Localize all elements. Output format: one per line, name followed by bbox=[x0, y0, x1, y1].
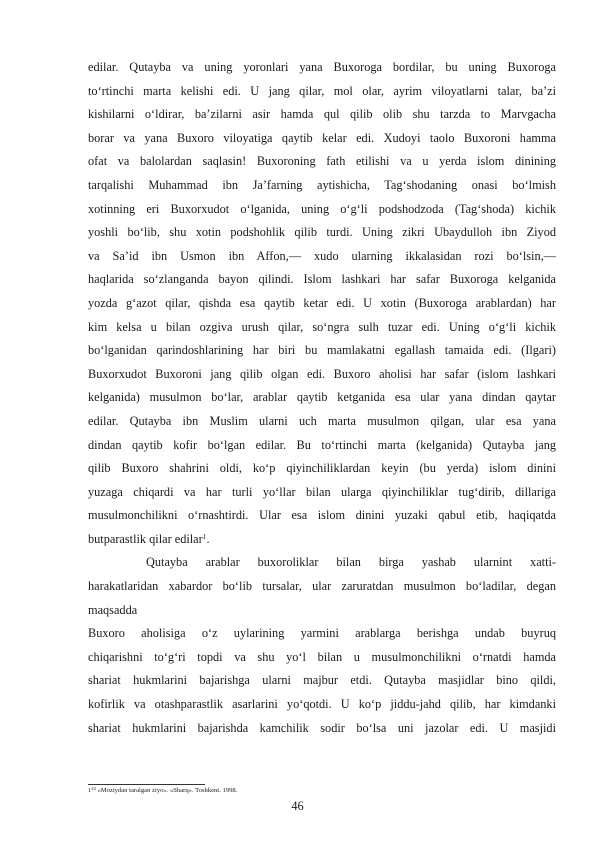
line-text: harakatlaridan xabardor bo‘lib tursalar, ular zaruratdan musulmon bo‘ladilar, degan bbox=[88, 579, 556, 594]
line-text: va Sa’id ibn Usmon ibn Affon,— xudo ularning ikkalasidan rozi bo‘lsin,— bbox=[88, 248, 556, 263]
text-line bbox=[88, 245, 556, 269]
text-line bbox=[88, 386, 556, 410]
text-line bbox=[88, 198, 556, 222]
text-line bbox=[88, 292, 556, 316]
line-text: kelganida) musulmon bo‘lar, arablar qaytib ketganida esa ular yana dindan qaytar bbox=[88, 390, 556, 405]
line-text: kim kelsa u bilan ozgiva urush qilar, so‘ngra sulh tuzar edi. Uning o‘g‘li kichik bbox=[88, 319, 556, 334]
text-line bbox=[88, 693, 556, 717]
text-line bbox=[88, 575, 556, 599]
line-text: edilar. Qutayba ibn Muslim ularni uch marta musulmon qilgan, ular esa yana bbox=[88, 413, 556, 428]
text-line bbox=[88, 528, 556, 552]
text-line bbox=[88, 551, 556, 575]
page-body bbox=[88, 56, 556, 740]
line-text: Buxorxudot Buxoroni jang qilib olgan edi. Buxoro aholisi har safar (islom lashkari bbox=[88, 366, 556, 381]
page-number: 46 bbox=[291, 799, 304, 813]
text-line bbox=[88, 268, 556, 292]
line-tail: . bbox=[206, 531, 210, 546]
text-line bbox=[88, 150, 556, 174]
line-text: dindan qaytib kofir bo‘lgan edilar. Bu to‘rtinchi marta (kelganida) Qutayba jang bbox=[88, 437, 556, 452]
footnote-mark: 1 bbox=[88, 787, 92, 794]
line-text: qilib Buxoro shahrini oldi, ko‘p qiyinchiliklardan keyin (bu yerda) islom dinini bbox=[88, 461, 556, 476]
text-line bbox=[88, 56, 556, 80]
text-line bbox=[88, 316, 556, 340]
line-text: kofirlik va otashparastlik asarlarini yo‘qotdi. U ko‘p jiddu-jahd qilib, har kimdanki bbox=[88, 697, 556, 712]
footnote bbox=[88, 786, 237, 795]
text-line bbox=[88, 339, 556, 363]
text-line bbox=[88, 646, 556, 670]
text-line bbox=[88, 717, 556, 741]
line-text: edilar. Qutayba va uning yoronlari yana Buxoroga bordilar, bu uning Buxoroga bbox=[88, 60, 556, 74]
footnote-divider bbox=[88, 784, 205, 785]
line-text: yozda g‘azot qilar, qishda esa qaytib ketar edi. U xotin (Buxoroga arablardan) har bbox=[88, 295, 556, 310]
text-line bbox=[88, 599, 556, 623]
text-line bbox=[88, 410, 556, 434]
line-text: chiqarishni to‘g‘ri topdi va shu yo‘l bilan u musulmonchilikni o‘rnatdi hamda bbox=[88, 649, 556, 664]
line-text: yuzaga chiqardi va har turli yo‘llar bilan ularga qiyinchiliklar tug‘dirib, dillariga bbox=[88, 484, 556, 499]
line-text: yoshli bo‘lib, shu xotin podshohlik qilib turdi. Uning zikri Ubaydulloh ibn Ziyod bbox=[88, 225, 556, 240]
line-text: borar va yana Buxoro viloyatiga qaytib kelar edi. Xudoyi taolo Buxoroni hamma bbox=[88, 130, 556, 145]
footnote-sup: 24 bbox=[91, 786, 96, 791]
text-line bbox=[88, 669, 556, 693]
line-text: ofat va balolardan saqlasin! Buxoroning fath etilishi va u yerda islom dinining bbox=[88, 154, 556, 169]
text-line bbox=[88, 127, 556, 151]
line-text: maqsadda bbox=[88, 602, 138, 617]
line-text: tarqalishi Muhammad ibn Ja’farning aytishicha, Tag‘shodaning onasi bo‘lmish bbox=[88, 177, 556, 192]
text-line bbox=[88, 103, 556, 127]
footnote-reference: 1 bbox=[202, 531, 207, 541]
line-text: musulmonchilikni o‘rnashtirdi. Ular esa islom dinini yuzaki qabul etib, haqiqatda bbox=[88, 508, 556, 523]
text-line bbox=[88, 363, 556, 387]
line-text: shariat hukmlarini bajarishda kamchilik sodir bo‘lsa uni jazolar edi. U masjidi bbox=[88, 720, 556, 735]
text-line bbox=[88, 80, 556, 104]
line-text: xotinning eri Buxorxudot o‘lganida, uning o‘g‘li podshodzoda (Tag‘shoda) kichik bbox=[88, 201, 556, 216]
text-line bbox=[88, 481, 556, 505]
text-line bbox=[88, 174, 556, 198]
line-text: bo‘lganidan qarindoshlarining har biri bu mamlakatni egallash tamaida edi. (Ilgari) bbox=[88, 343, 556, 358]
line-text: to‘rtinchi marta kelishi edi. U jang qilar, mol olar, ayrim viloyatlarni talar, ba’zi bbox=[88, 83, 556, 98]
line-text: haqlarida so‘zlanganda bayon qilindi. Islom lashkari har safar Buxoroga kelganida bbox=[88, 272, 556, 287]
line-text: Qutayba arablar buxoroliklar bilan birga yashab ularnint xatti- bbox=[146, 555, 556, 570]
line-text: butparastlik qilar edilar bbox=[88, 531, 203, 546]
text-line bbox=[88, 457, 556, 481]
line-text: kishilarni o‘ldirar, ba’zilarni asir hamda qul qilib olib shu tarzda to Marvgacha bbox=[88, 107, 556, 122]
text-line bbox=[88, 434, 556, 458]
text-line bbox=[88, 622, 556, 646]
line-text: shariat hukmlarini bajarishga ularni majbur etdi. Qutayba masjidlar bino qildi, bbox=[88, 673, 556, 688]
text-line bbox=[88, 221, 556, 245]
text-line bbox=[88, 504, 556, 528]
line-text: Buxoro aholisiga o‘z uylarining yarmini arablarga berishga undab buyruq bbox=[88, 626, 556, 641]
footnote-text: «Moziydan taralgan ziyo». «Sharq». Toshkent. 1998. bbox=[95, 787, 238, 794]
